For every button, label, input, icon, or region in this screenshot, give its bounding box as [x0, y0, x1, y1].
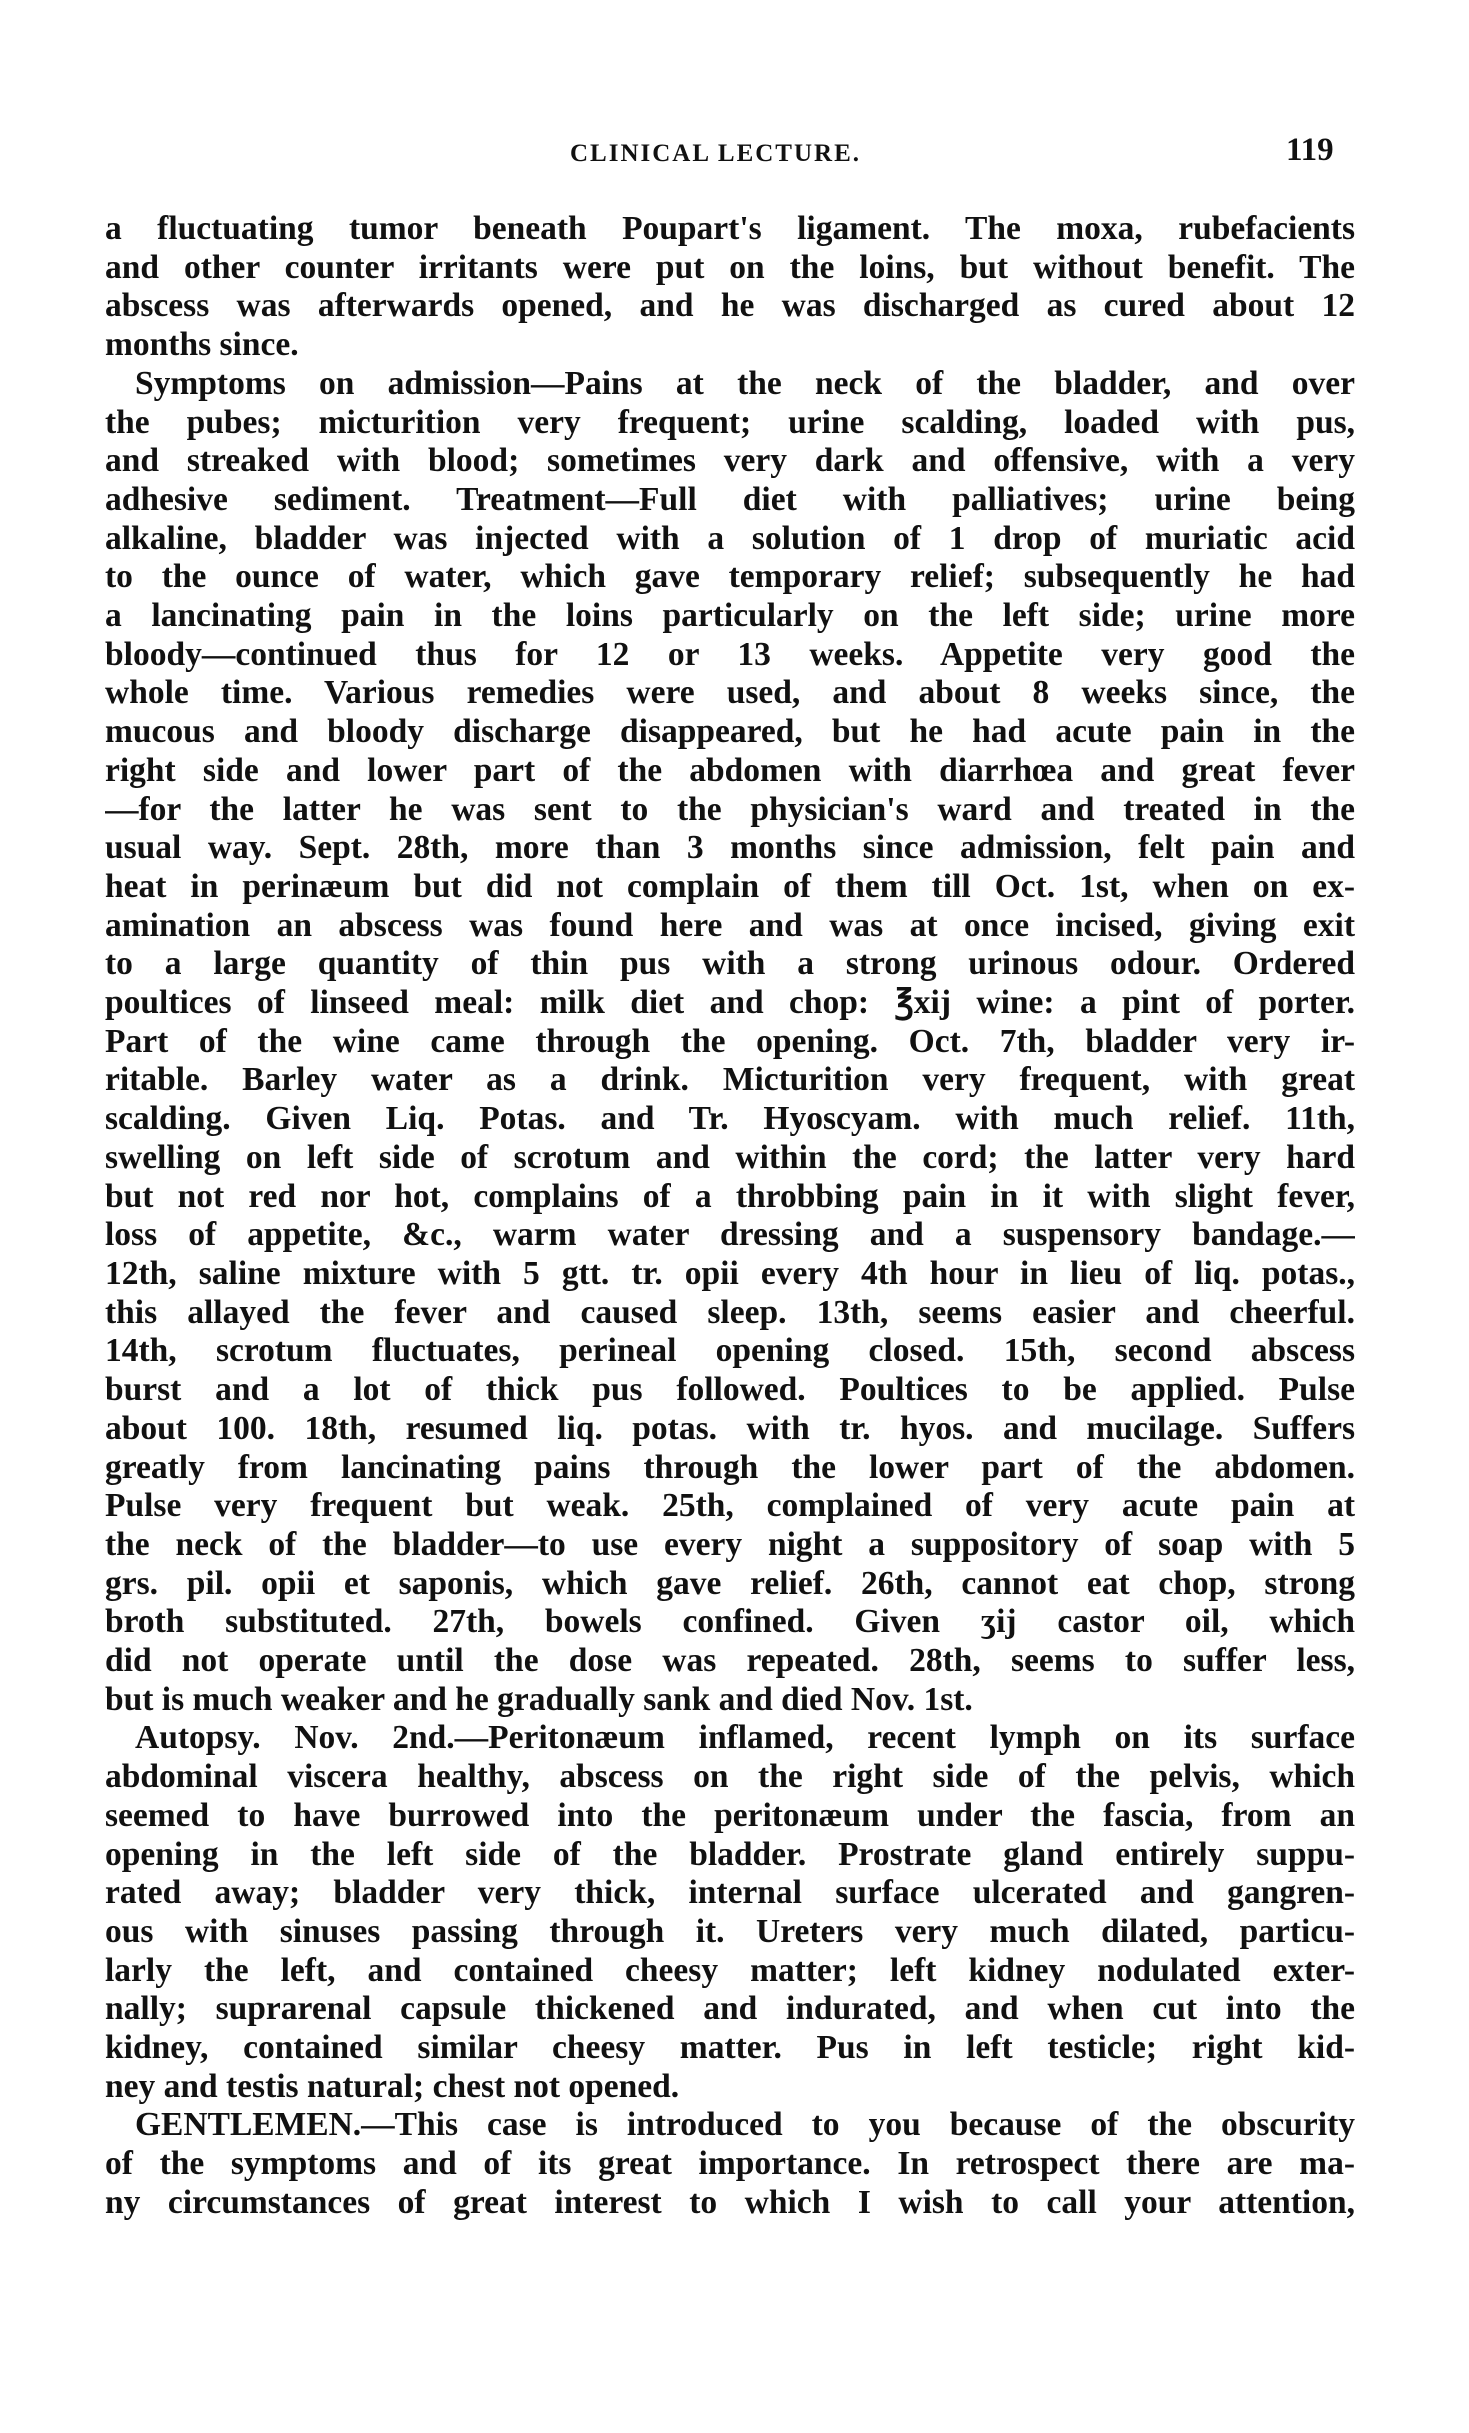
text-line: —for the latter he was sent to the physician's ward and treated in the: [105, 790, 1355, 828]
text-line: to the ounce of water, which gave temporary relief; subsequently he had: [105, 558, 1355, 596]
text-line: Autopsy. Nov. 2nd.—Peritonæum inflamed, recent lymph on its surface: [135, 1719, 1355, 1757]
text-line: heat in perinæum but did not complain of them till Oct. 1st, when on ex-: [105, 867, 1355, 905]
text-line: swelling on left side of scrotum and within the cord; the latter very hard: [105, 1138, 1355, 1176]
page-number: 119: [1286, 132, 1334, 168]
text-line: GENTLEMEN.—This case is introduced to you because of the obscurity: [135, 2106, 1355, 2144]
text-line: this allayed the fever and caused sleep. 13th, seems easier and cheerful.: [105, 1293, 1355, 1331]
text-line: abscess was afterwards opened, and he was discharged as cured about 12: [105, 287, 1355, 325]
text-line: poultices of linseed meal: milk diet and chop: ℥xij wine: a pint of porter.: [105, 984, 1355, 1022]
text-line: abdominal viscera healthy, abscess on the right side of the pelvis, which: [105, 1758, 1355, 1796]
text-line: Symptoms on admission—Pains at the neck of the bladder, and over: [135, 364, 1355, 402]
text-line: opening in the left side of the bladder. Prostrate gland entirely suppu-: [105, 1835, 1355, 1873]
text-line: a lancinating pain in the loins particularly on the left side; urine more: [105, 597, 1355, 635]
text-line: larly the left, and contained cheesy matter; left kidney nodulated exter-: [105, 1951, 1355, 1989]
text-line: 12th, saline mixture with 5 gtt. tr. opii every 4th hour in lieu of liq. potas.,: [105, 1254, 1355, 1292]
text-line: loss of appetite, &c., warm water dressing and a suspensory bandage.—: [105, 1216, 1355, 1254]
text-line: and other counter irritants were put on the loins, but without benefit. The: [105, 248, 1355, 286]
text-line: 14th, scrotum fluctuates, perineal opening closed. 15th, second abscess: [105, 1332, 1355, 1370]
text-line: burst and a lot of thick pus followed. Poultices to be applied. Pulse: [105, 1371, 1355, 1409]
body-text: [105, 210, 1355, 2223]
running-head: CLINICAL LECTURE.: [570, 140, 862, 167]
text-line: of the symptoms and of its great importance. In retrospect there are ma-: [105, 2145, 1355, 2183]
text-line: greatly from lancinating pains through the lower part of the abdomen.: [105, 1448, 1355, 1486]
text-line: adhesive sediment. Treatment—Full diet with palliatives; urine being: [105, 480, 1355, 518]
text-line: and streaked with blood; sometimes very dark and offensive, with a very: [105, 442, 1355, 480]
text-line: alkaline, bladder was injected with a solution of 1 drop of muriatic acid: [105, 519, 1355, 557]
text-line: broth substituted. 27th, bowels confined. Given ʒij castor oil, which: [105, 1603, 1355, 1641]
text-line: a fluctuating tumor beneath Poupart's ligament. The moxa, rubefacients: [105, 210, 1355, 247]
text-line: to a large quantity of thin pus with a strong urinous odour. Ordered: [105, 945, 1355, 983]
text-line: Part of the wine came through the opening. Oct. 7th, bladder very ir-: [105, 1022, 1355, 1060]
text-line: about 100. 18th, resumed liq. potas. with tr. hyos. and mucilage. Suffers: [105, 1409, 1355, 1447]
text-line: usual way. Sept. 28th, more than 3 months since admission, felt pain and: [105, 829, 1355, 867]
text-line: the pubes; micturition very frequent; urine scalding, loaded with pus,: [105, 403, 1355, 441]
text-line: months since.: [105, 326, 299, 364]
text-line: but not red nor hot, complains of a throbbing pain in it with slight fever,: [105, 1177, 1355, 1215]
text-line: amination an abscess was found here and was at once incised, giving exit: [105, 906, 1355, 944]
text-line: scalding. Given Liq. Potas. and Tr. Hyoscyam. with much relief. 11th,: [105, 1100, 1355, 1138]
text-line: did not operate until the dose was repeated. 28th, seems to suffer less,: [105, 1642, 1355, 1680]
text-line: rated away; bladder very thick, internal surface ulcerated and gangren-: [105, 1874, 1355, 1912]
text-line: right side and lower part of the abdomen with diarrhœa and great fever: [105, 751, 1355, 789]
text-line: grs. pil. opii et saponis, which gave relief. 26th, cannot eat chop, strong: [105, 1564, 1355, 1602]
text-line: mucous and bloody discharge disappeared, but he had acute pain in the: [105, 713, 1355, 751]
text-line: but is much weaker and he gradually sank and died Nov. 1st.: [105, 1680, 973, 1718]
text-line: kidney, contained similar cheesy matter. Pus in left testicle; right kid-: [105, 2029, 1355, 2067]
text-line: Pulse very frequent but weak. 25th, complained of very acute pain at: [105, 1487, 1355, 1525]
text-line: ous with sinuses passing through it. Ureters very much dilated, particu-: [105, 1912, 1355, 1950]
text-line: ney and testis natural; chest not opened.: [105, 2067, 680, 2105]
text-line: whole time. Various remedies were used, and about 8 weeks since, the: [105, 674, 1355, 712]
text-line: ritable. Barley water as a drink. Micturition very frequent, with great: [105, 1061, 1355, 1099]
text-line: nally; suprarenal capsule thickened and indurated, and when cut into the: [105, 1990, 1355, 2028]
text-line: ny circumstances of great interest to which I wish to call your attention,: [105, 2183, 1355, 2221]
text-line: the neck of the bladder—to use every night a suppository of soap with 5: [105, 1525, 1355, 1563]
text-line: bloody—continued thus for 12 or 13 weeks. Appetite very good the: [105, 635, 1355, 673]
text-line: seemed to have burrowed into the peritonæum under the fascia, from an: [105, 1796, 1355, 1834]
